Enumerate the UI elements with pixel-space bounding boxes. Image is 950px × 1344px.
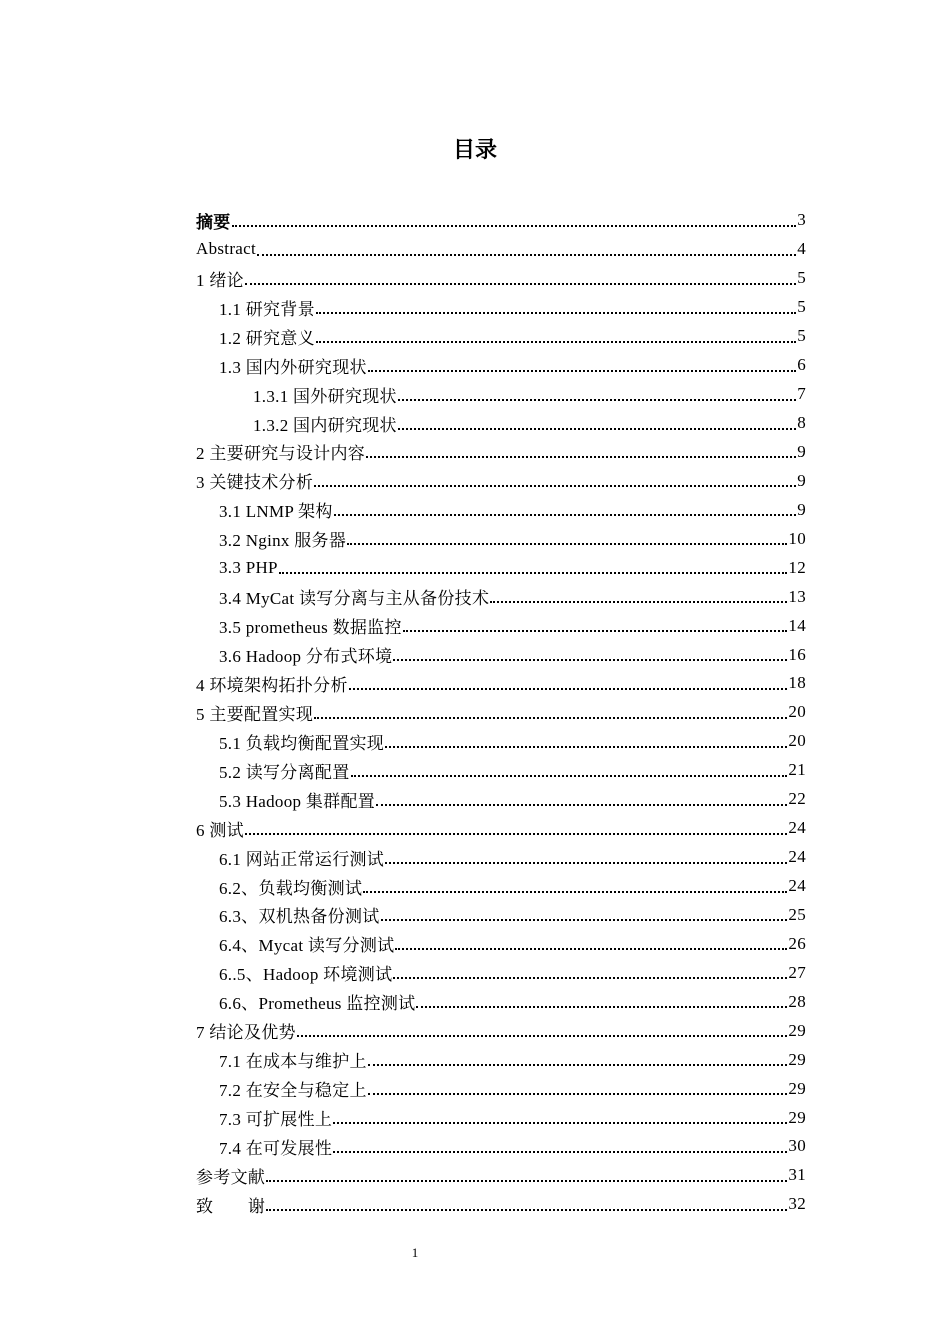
toc-entry[interactable] (196, 1074, 806, 1103)
toc-entry-page: 12 (788, 557, 806, 577)
dot-leader (266, 1179, 787, 1182)
toc-entry-title: 1.3 国内外研究现状 (219, 357, 367, 377)
toc-entry-title: 5.3 Hadoop 集群配置 (219, 791, 376, 811)
toc-entry-page: 10 (788, 528, 806, 548)
dot-leader (416, 1005, 787, 1008)
toc-entry[interactable] (196, 380, 806, 409)
toc-entry[interactable] (196, 553, 806, 582)
toc-entry[interactable] (196, 206, 806, 235)
toc-entry-title: 7.1 在成本与维护上 (219, 1052, 367, 1072)
toc-entry-page: 20 (788, 731, 806, 751)
toc-entry[interactable] (196, 351, 806, 380)
dot-leader (257, 253, 796, 256)
dot-leader (368, 1092, 788, 1095)
toc-entry[interactable] (196, 235, 806, 264)
toc-entry-title: 6.3、双机热备份测试 (219, 907, 380, 927)
toc-entry-page: 5 (797, 297, 806, 317)
toc-entry-page: 31 (788, 1165, 806, 1185)
toc-entry[interactable] (196, 698, 806, 727)
toc-entry-title: 1.3.2 国内研究现状 (253, 415, 397, 435)
page-title: 目录 (452, 138, 497, 163)
toc-entry-page: 8 (797, 413, 806, 433)
dot-leader (314, 716, 787, 719)
toc-entry-title: 5.2 读写分离配置 (219, 762, 350, 782)
dot-leader (266, 1208, 787, 1211)
dot-leader (376, 803, 787, 806)
toc-entry[interactable] (196, 409, 806, 438)
toc-entry[interactable] (196, 958, 806, 987)
toc-entry-title: 6.6、Prometheus 监控测试 (219, 994, 416, 1014)
toc-entry[interactable] (196, 727, 806, 756)
toc-entry[interactable] (196, 987, 806, 1016)
toc-entry[interactable] (196, 843, 806, 872)
toc-entry-page: 21 (788, 760, 806, 780)
toc-entry-page: 3 (797, 210, 806, 230)
dot-leader (366, 455, 796, 458)
toc-entry-title: 6.4、Mycat 读写分测试 (219, 936, 395, 956)
toc-entry-page: 7 (797, 384, 806, 404)
toc-entry-page: 24 (788, 818, 806, 838)
toc-entry-page: 29 (788, 1049, 806, 1069)
toc-entry-title: 7 结论及优势 (196, 1023, 296, 1043)
toc-entry-title: 4 环境架构拓扑分析 (196, 675, 348, 695)
dot-leader (381, 918, 788, 921)
toc-entry[interactable] (196, 264, 806, 293)
toc-entry-page: 28 (788, 991, 806, 1011)
toc-entry-title: 5 主要配置实现 (196, 704, 314, 724)
toc-entry-title: 6..5、Hadoop 环境测试 (219, 965, 393, 985)
dot-leader (245, 282, 796, 285)
toc-entry-page: 29 (788, 1078, 806, 1098)
page-number: 1 (411, 1245, 419, 1260)
toc-entry[interactable] (196, 756, 806, 785)
dot-leader (363, 890, 787, 893)
toc-entry-title: 参考文献 (196, 1167, 266, 1187)
dot-leader (349, 687, 788, 690)
toc-entry[interactable] (196, 901, 806, 930)
toc-entry-page: 14 (788, 615, 806, 635)
toc-entry-title: 1.2 研究意义 (219, 328, 315, 348)
toc-entry-page: 13 (788, 586, 806, 606)
toc-entry-title: 3.6 Hadoop 分布式环境 (219, 647, 393, 667)
dot-leader (279, 571, 788, 574)
toc-entry-title: 7.2 在安全与稳定上 (219, 1081, 367, 1101)
dot-leader (316, 340, 796, 343)
dot-leader (333, 1150, 787, 1153)
toc-entry[interactable] (196, 1103, 806, 1132)
table-of-contents (196, 206, 806, 1219)
toc-entry-page: 18 (788, 673, 806, 693)
toc-entry[interactable] (196, 1132, 806, 1161)
toc-entry-title: Abstract (196, 239, 256, 259)
toc-entry[interactable] (196, 524, 806, 553)
toc-entry-page: 32 (788, 1194, 806, 1214)
toc-entry-title: 致 谢 (196, 1196, 266, 1216)
toc-entry-title: 5.1 负载均衡配置实现 (219, 733, 385, 753)
toc-entry-title: 6.2、负载均衡测试 (219, 878, 363, 898)
dot-leader (398, 398, 796, 401)
toc-entry-page: 30 (788, 1136, 806, 1156)
dot-leader (368, 1063, 788, 1066)
toc-entry[interactable] (196, 929, 806, 958)
dot-leader (351, 774, 788, 777)
dot-leader (398, 427, 796, 430)
toc-entry[interactable] (196, 582, 806, 611)
dot-leader (368, 369, 796, 372)
toc-entry-page: 5 (797, 326, 806, 346)
toc-entry-page: 9 (797, 499, 806, 519)
dot-leader (490, 600, 787, 603)
toc-entry-page: 24 (788, 847, 806, 867)
toc-entry[interactable] (196, 814, 806, 843)
toc-entry[interactable] (196, 466, 806, 495)
toc-entry-title: 6 测试 (196, 820, 244, 840)
toc-entry[interactable] (196, 1190, 806, 1219)
dot-leader (395, 947, 787, 950)
dot-leader (333, 1121, 787, 1124)
toc-entry-page: 29 (788, 1107, 806, 1127)
toc-entry-page: 6 (797, 355, 806, 375)
toc-entry-page: 27 (788, 962, 806, 982)
dot-leader (245, 832, 787, 835)
toc-entry-page: 25 (788, 904, 806, 924)
toc-entry-page: 9 (797, 470, 806, 490)
dot-leader (347, 542, 787, 545)
toc-entry[interactable] (196, 322, 806, 351)
toc-entry-title: 1.1 研究背景 (219, 299, 315, 319)
toc-entry[interactable] (196, 1161, 806, 1190)
toc-entry[interactable] (196, 872, 806, 901)
toc-entry-title: 2 主要研究与设计内容 (196, 444, 366, 464)
toc-entry-page: 16 (788, 644, 806, 664)
toc-entry-title: 7.3 可扩展性上 (219, 1110, 333, 1130)
toc-entry-page: 9 (797, 441, 806, 461)
toc-entry[interactable] (196, 640, 806, 669)
dot-leader (316, 311, 796, 314)
toc-entry-title: 3.3 PHP (219, 557, 278, 577)
toc-entry-title: 1 绪论 (196, 270, 244, 290)
toc-entry-title: 摘要 (196, 212, 231, 233)
toc-entry-page: 26 (788, 933, 806, 953)
dot-leader (232, 224, 797, 227)
toc-entry[interactable] (196, 495, 806, 524)
toc-entry-page: 22 (788, 789, 806, 809)
toc-entry[interactable] (196, 438, 806, 467)
dot-leader (314, 484, 796, 487)
toc-entry-page: 29 (788, 1020, 806, 1040)
toc-entry-page: 5 (797, 268, 806, 288)
toc-entry-title: 3.2 Nginx 服务器 (219, 531, 347, 551)
toc-entry[interactable] (196, 1016, 806, 1045)
dot-leader (385, 745, 787, 748)
dot-leader (393, 976, 787, 979)
dot-leader (403, 629, 788, 632)
toc-entry-title: 3 关键技术分析 (196, 473, 314, 493)
toc-entry-page: 4 (797, 239, 806, 259)
toc-entry-title: 1.3.1 国外研究现状 (253, 386, 397, 406)
dot-leader (385, 861, 787, 864)
dot-leader (297, 1034, 788, 1037)
toc-entry-page: 20 (788, 702, 806, 722)
dot-leader (393, 658, 787, 661)
toc-entry[interactable] (196, 669, 806, 698)
toc-entry-title: 3.5 prometheus 数据监控 (219, 618, 402, 638)
toc-entry[interactable] (196, 785, 806, 814)
toc-entry-title: 6.1 网站正常运行测试 (219, 849, 385, 869)
dot-leader (334, 513, 797, 516)
toc-entry-title: 3.1 LNMP 架构 (219, 502, 333, 522)
toc-entry[interactable] (196, 1045, 806, 1074)
toc-entry[interactable] (196, 293, 806, 322)
toc-entry[interactable] (196, 611, 806, 640)
toc-entry-title: 3.4 MyCat 读写分离与主从备份技术 (219, 589, 490, 609)
toc-entry-title: 7.4 在可发展性 (219, 1138, 333, 1158)
toc-entry-page: 24 (788, 876, 806, 896)
